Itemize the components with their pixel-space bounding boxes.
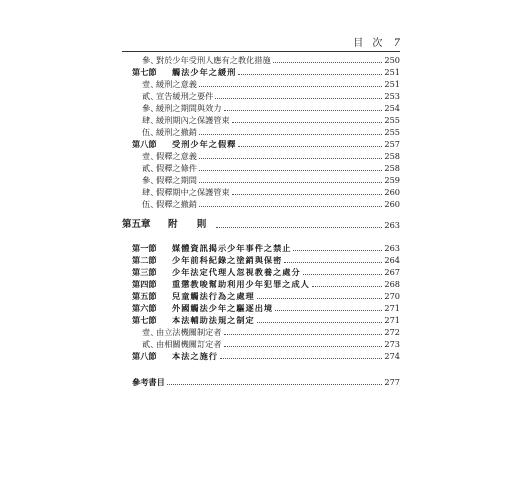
toc-entry-number: 第四節 [132, 279, 157, 289]
dot-leader [238, 138, 382, 147]
toc-entry-title: 假釋之條件 [156, 163, 197, 173]
toc-entry-page: 274 [384, 351, 400, 361]
toc-entry-sub [122, 90, 400, 102]
toc-entry-section [122, 66, 400, 78]
toc-entry-sub [122, 150, 400, 162]
toc-entry-page: 264 [384, 255, 400, 265]
toc-entry-title: 觸法少年之緩刑 [172, 67, 237, 77]
toc-entry-title: 附 則 [168, 219, 215, 230]
dot-leader [273, 54, 382, 63]
toc-entry-title: 對於少年受刑人應有之教化措施 [156, 55, 271, 65]
toc-entry-page: 272 [384, 327, 400, 337]
toc-entry-number: 肆、 [142, 187, 159, 197]
dot-leader [199, 78, 382, 87]
toc-entry-sub [122, 54, 400, 66]
toc-entry-page: 277 [384, 377, 400, 387]
toc-entry-sub [122, 198, 400, 210]
toc-entry-title: 參考書目 [132, 377, 165, 387]
dot-leader [293, 242, 382, 251]
toc-entry-title: 少年前科紀錄之塗銷與保密 [172, 255, 283, 265]
toc-entry-title: 假釋之意義 [156, 151, 197, 161]
dot-leader [199, 150, 382, 159]
toc-entry-section [122, 138, 400, 150]
toc-entry-page: 270 [384, 291, 400, 301]
dot-leader [224, 326, 382, 335]
toc-entry-sub [122, 186, 400, 198]
toc-entry-page: 263 [384, 220, 400, 230]
toc-entry-page: 259 [384, 175, 400, 185]
toc-entry-number: 貳、 [142, 91, 159, 101]
dot-leader [224, 338, 382, 347]
toc-entry-sub [122, 102, 400, 114]
toc-entry-section [122, 302, 400, 314]
toc-entry-page: 267 [384, 267, 400, 277]
toc-entry-title: 本法輔助法規之制定 [172, 315, 255, 325]
toc-entry-title: 受刑少年之假釋 [172, 139, 237, 149]
toc-entry-page: 254 [384, 103, 400, 113]
toc-entry-title: 本法之施行 [172, 351, 218, 361]
toc-entry-page: 260 [384, 187, 400, 197]
page-header [122, 34, 400, 49]
toc-entry-title: 假釋之撤銷 [156, 199, 197, 209]
toc-entry-number: 壹、 [142, 79, 159, 89]
toc-entry-page: 255 [384, 115, 400, 125]
toc-entry-biblio [122, 370, 400, 394]
toc-entry-number: 參、 [142, 175, 159, 185]
toc-entry-number: 壹、 [142, 151, 159, 161]
toc-entry-number: 第七節 [132, 315, 157, 325]
dot-leader [232, 114, 382, 123]
toc-entry-sub [122, 126, 400, 138]
toc-entry-number: 第八節 [132, 351, 157, 361]
toc-entry-page: 255 [384, 127, 400, 137]
toc-entry-title: 緩刑之撤銷 [156, 127, 197, 137]
toc-entry-title: 媒體資訊揭示少年事件之禁止 [172, 243, 292, 253]
dot-leader [199, 162, 382, 171]
toc-entry-section [122, 278, 400, 290]
toc-entry-title: 由立法機關制定者 [156, 327, 222, 337]
toc-entry-page: 257 [384, 139, 400, 149]
toc-entry-section [122, 290, 400, 302]
toc-entry-number: 第八節 [132, 139, 157, 149]
running-header [353, 34, 400, 49]
toc-entry-sub [122, 78, 400, 90]
dot-leader [238, 66, 382, 75]
toc-entry-sub [122, 326, 400, 338]
toc-entry-page: 251 [384, 79, 400, 89]
toc-entry-sub [122, 162, 400, 174]
dot-leader [312, 278, 382, 287]
dot-leader [220, 350, 382, 359]
toc-entry-title: 重懲教唆幫助利用少年犯罪之成人 [172, 279, 310, 289]
toc-entry-section [122, 266, 400, 278]
toc-entry-title: 由相關機關訂定者 [156, 339, 222, 349]
toc-entry-number: 肆、 [142, 115, 159, 125]
header-title: 目 次 [353, 38, 386, 49]
toc-entry-chapter [122, 212, 400, 242]
toc-entry-number: 第一節 [132, 243, 157, 253]
dot-leader [216, 219, 382, 228]
toc-entry-number: 貳、 [142, 339, 159, 349]
toc-entry-number: 第五節 [132, 291, 157, 301]
dot-leader [199, 198, 382, 207]
dot-leader [257, 314, 382, 323]
table-of-contents [122, 54, 400, 394]
toc-entry-page: 250 [384, 55, 400, 65]
dot-leader [257, 290, 382, 299]
toc-entry-page: 251 [384, 67, 400, 77]
toc-entry-number: 貳、 [142, 163, 159, 173]
toc-entry-page: 263 [384, 243, 400, 253]
toc-entry-number: 第七節 [132, 67, 157, 77]
header-page-number: 7 [393, 38, 400, 49]
toc-entry-page: 260 [384, 199, 400, 209]
toc-entry-number: 第六節 [132, 303, 157, 313]
toc-entry-number: 參、 [142, 103, 159, 113]
toc-entry-number: 參、 [142, 55, 159, 65]
toc-entry-sub [122, 338, 400, 350]
toc-entry-page: 258 [384, 151, 400, 161]
toc-entry-number: 壹、 [142, 327, 159, 337]
toc-entry-title: 假釋期中之保護管束 [156, 187, 230, 197]
toc-entry-title: 宣告緩刑之要件 [156, 91, 214, 101]
toc-entry-page: 271 [384, 315, 400, 325]
toc-entry-number: 伍、 [142, 127, 159, 137]
dot-leader [215, 90, 382, 99]
dot-leader [232, 186, 382, 195]
toc-entry-sub [122, 114, 400, 126]
toc-entry-sub [122, 174, 400, 186]
dot-leader [303, 266, 382, 275]
toc-entry-page: 271 [384, 303, 400, 313]
toc-entry-title: 緩刑期內之保護管束 [156, 115, 230, 125]
dot-leader [199, 174, 382, 183]
dot-leader [167, 376, 382, 385]
toc-entry-page: 268 [384, 279, 400, 289]
toc-entry-page: 273 [384, 339, 400, 349]
dot-leader [284, 254, 382, 263]
dot-leader [224, 102, 382, 111]
toc-entry-title: 緩刑之意義 [156, 79, 197, 89]
toc-entry-section [122, 350, 400, 362]
toc-entry-number: 伍、 [142, 199, 159, 209]
dot-leader [275, 302, 382, 311]
toc-entry-title: 緩刑之期間與效力 [156, 103, 222, 113]
toc-entry-number: 第三節 [132, 267, 157, 277]
toc-entry-section [122, 242, 400, 254]
toc-entry-title: 外國觸法少年之驅逐出境 [172, 303, 274, 313]
toc-entry-number: 第五章 [122, 219, 151, 230]
toc-entry-title: 兒童觸法行為之處理 [172, 291, 255, 301]
toc-entry-title: 假釋之期間 [156, 175, 197, 185]
toc-entry-title: 少年法定代理人忽視教養之處分 [172, 267, 301, 277]
toc-entry-page: 253 [384, 91, 400, 101]
toc-entry-section [122, 314, 400, 326]
toc-entry-section [122, 254, 400, 266]
toc-entry-number: 第二節 [132, 255, 157, 265]
header-rule [122, 51, 400, 52]
toc-entry-page: 258 [384, 163, 400, 173]
dot-leader [199, 126, 382, 135]
